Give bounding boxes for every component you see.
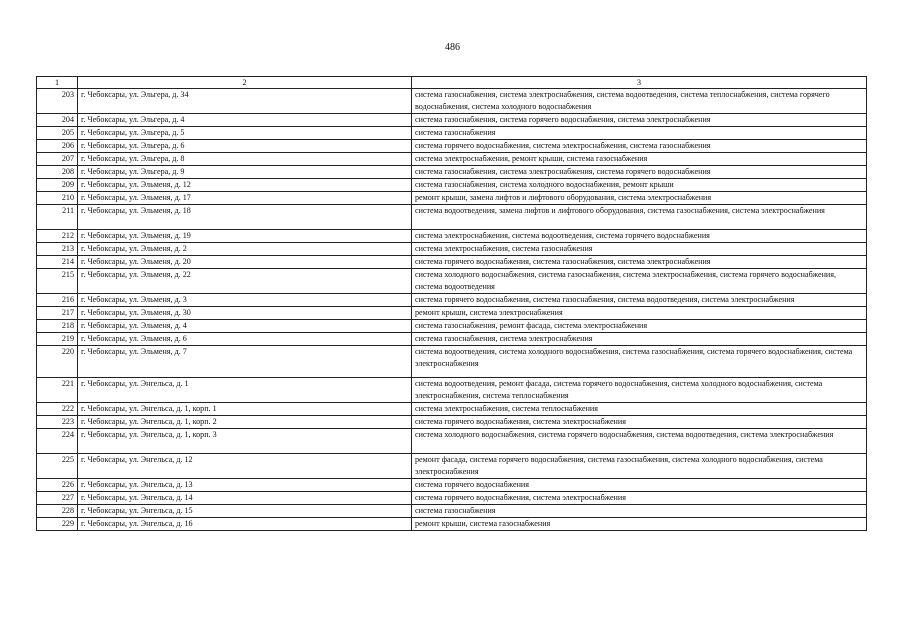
address-cell: г. Чебоксары, ул. Энгельса, д. 16 [78,518,412,531]
address-cell: г. Чебоксары, ул. Эльменя, д. 7 [78,346,412,378]
table-row [37,346,867,378]
table-row [37,320,867,333]
address-cell: г. Чебоксары, ул. Энгельса, д. 1, корп. 1 [78,403,412,416]
address-cell: г. Чебоксары, ул. Эльгера, д. 4 [78,114,412,127]
row-number-cell: 209 [37,179,78,192]
address-cell: г. Чебоксары, ул. Эльменя, д. 2 [78,243,412,256]
address-cell: г. Чебоксары, ул. Эльгера, д. 8 [78,153,412,166]
page-number: 486 [445,42,460,53]
works-cell: система горячего водоснабжения, система электроснабжения, система газоснабжения [412,140,867,153]
column-header-2: 2 [78,77,412,89]
address-cell: г. Чебоксары, ул. Эльгера, д. 6 [78,140,412,153]
row-number-cell: 213 [37,243,78,256]
address-cell: г. Чебоксары, ул. Эльменя, д. 20 [78,256,412,269]
works-cell: ремонт крыши, система газоснабжения [412,518,867,531]
table-header-row [37,77,867,89]
row-number-cell: 218 [37,320,78,333]
works-cell: система горячего водоснабжения, система электроснабжения [412,492,867,505]
address-cell: г. Чебоксары, ул. Энгельса, д. 14 [78,492,412,505]
row-number-cell: 221 [37,378,78,403]
works-cell: система газоснабжения, ремонт фасада, система электроснабжения [412,320,867,333]
buildings-table [36,76,867,531]
address-cell: г. Чебоксары, ул. Эльгера, д. 34 [78,89,412,114]
row-number-cell: 215 [37,269,78,294]
table-row [37,492,867,505]
works-cell: система газоснабжения, система горячего водоснабжения, система электроснабжения [412,114,867,127]
table-row [37,127,867,140]
row-number-cell: 210 [37,192,78,205]
address-cell: г. Чебоксары, ул. Энгельса, д. 13 [78,479,412,492]
table-row [37,230,867,243]
row-number-cell: 224 [37,429,78,454]
works-cell: система холодного водоснабжения, система газоснабжения, система электроснабжения, система горячего водоснабжения, система водоотведения [412,269,867,294]
table-row [37,454,867,479]
address-cell: г. Чебоксары, ул. Эльменя, д. 22 [78,269,412,294]
table-row [37,243,867,256]
table-row [37,89,867,114]
address-cell: г. Чебоксары, ул. Эльгера, д. 5 [78,127,412,140]
address-cell: г. Чебоксары, ул. Эльменя, д. 18 [78,205,412,230]
address-cell: г. Чебоксары, ул. Энгельса, д. 1, корп. 2 [78,416,412,429]
row-number-cell: 229 [37,518,78,531]
address-cell: г. Чебоксары, ул. Эльменя, д. 19 [78,230,412,243]
works-cell: система электроснабжения, система водоотведения, система горячего водоснабжения [412,230,867,243]
row-number-cell: 216 [37,294,78,307]
works-cell: система электроснабжения, система теплоснабжения [412,403,867,416]
works-cell: ремонт крыши, система электроснабжения [412,307,867,320]
works-cell: система газоснабжения, система холодного водоснабжения, ремонт крыши [412,179,867,192]
address-cell: г. Чебоксары, ул. Эльменя, д. 4 [78,320,412,333]
address-cell: г. Чебоксары, ул. Эльменя, д. 30 [78,307,412,320]
row-number-cell: 225 [37,454,78,479]
table-row [37,429,867,454]
table-row [37,114,867,127]
row-number-cell: 226 [37,479,78,492]
column-header-1: 1 [37,77,78,89]
works-cell: система горячего водоснабжения, система газоснабжения, система водоотведения, система электроснабжения [412,294,867,307]
address-cell: г. Чебоксары, ул. Эльгера, д. 9 [78,166,412,179]
works-cell: система горячего водоснабжения [412,479,867,492]
row-number-cell: 211 [37,205,78,230]
table-row [37,256,867,269]
table-row [37,294,867,307]
works-cell: система водоотведения, замена лифтов и лифтового оборудования, система газоснабжения, система электроснабжения [412,205,867,230]
row-number-cell: 207 [37,153,78,166]
works-cell: система электроснабжения, ремонт крыши, система газоснабжения [412,153,867,166]
row-number-cell: 219 [37,333,78,346]
table-row [37,403,867,416]
address-cell: г. Чебоксары, ул. Энгельса, д. 15 [78,505,412,518]
works-cell: ремонт фасада, система горячего водоснабжения, система газоснабжения, система холодного водоснабжения, система электроснабжения [412,454,867,479]
row-number-cell: 227 [37,492,78,505]
table-row [37,140,867,153]
column-header-3: 3 [412,77,867,89]
row-number-cell: 206 [37,140,78,153]
works-cell: система холодного водоснабжения, система горячего водоснабжения, система водоотведения, система электроснабжения [412,429,867,454]
row-number-cell: 203 [37,89,78,114]
table-row [37,518,867,531]
address-cell: г. Чебоксары, ул. Энгельса, д. 12 [78,454,412,479]
works-cell: система газоснабжения, система электроснабжения, система горячего водоснабжения [412,166,867,179]
address-cell: г. Чебоксары, ул. Эльменя, д. 12 [78,179,412,192]
table-row [37,307,867,320]
table-row [37,378,867,403]
row-number-cell: 214 [37,256,78,269]
table-row [37,205,867,230]
works-cell: система газоснабжения [412,505,867,518]
table-row [37,153,867,166]
works-cell: система горячего водоснабжения, система электроснабжения [412,416,867,429]
row-number-cell: 205 [37,127,78,140]
row-number-cell: 212 [37,230,78,243]
works-cell: система газоснабжения, система электроснабжения, система водоотведения, система теплоснабжения, система горячего водоснабжения, система холодного водоснабжения [412,89,867,114]
row-number-cell: 220 [37,346,78,378]
row-number-cell: 204 [37,114,78,127]
works-cell: система водоотведения, система холодного водоснабжения, система газоснабжения, система горячего водоснабжения, система электроснабжения [412,346,867,378]
table-row [37,192,867,205]
works-cell: система газоснабжения [412,127,867,140]
table-row [37,333,867,346]
row-number-cell: 222 [37,403,78,416]
address-cell: г. Чебоксары, ул. Эльменя, д. 17 [78,192,412,205]
table-row [37,505,867,518]
table-row [37,416,867,429]
table-row [37,269,867,294]
table-row [37,179,867,192]
address-cell: г. Чебоксары, ул. Эльменя, д. 3 [78,294,412,307]
table-row [37,166,867,179]
works-cell: система водоотведения, ремонт фасада, система горячего водоснабжения, система холодного водоснабжения, система электроснабжения, система теплоснабжения [412,378,867,403]
address-cell: г. Чебоксары, ул. Энгельса, д. 1 [78,378,412,403]
row-number-cell: 217 [37,307,78,320]
works-cell: система горячего водоснабжения, система газоснабжения, система электроснабжения [412,256,867,269]
table-row [37,479,867,492]
address-cell: г. Чебоксары, ул. Энгельса, д. 1, корп. 3 [78,429,412,454]
works-cell: система электроснабжения, система газоснабжения [412,243,867,256]
works-cell: система газоснабжения, система электроснабжения [412,333,867,346]
row-number-cell: 223 [37,416,78,429]
works-cell: ремонт крыши, замена лифтов и лифтового оборудования, система электроснабжения [412,192,867,205]
row-number-cell: 228 [37,505,78,518]
row-number-cell: 208 [37,166,78,179]
address-cell: г. Чебоксары, ул. Эльменя, д. 6 [78,333,412,346]
